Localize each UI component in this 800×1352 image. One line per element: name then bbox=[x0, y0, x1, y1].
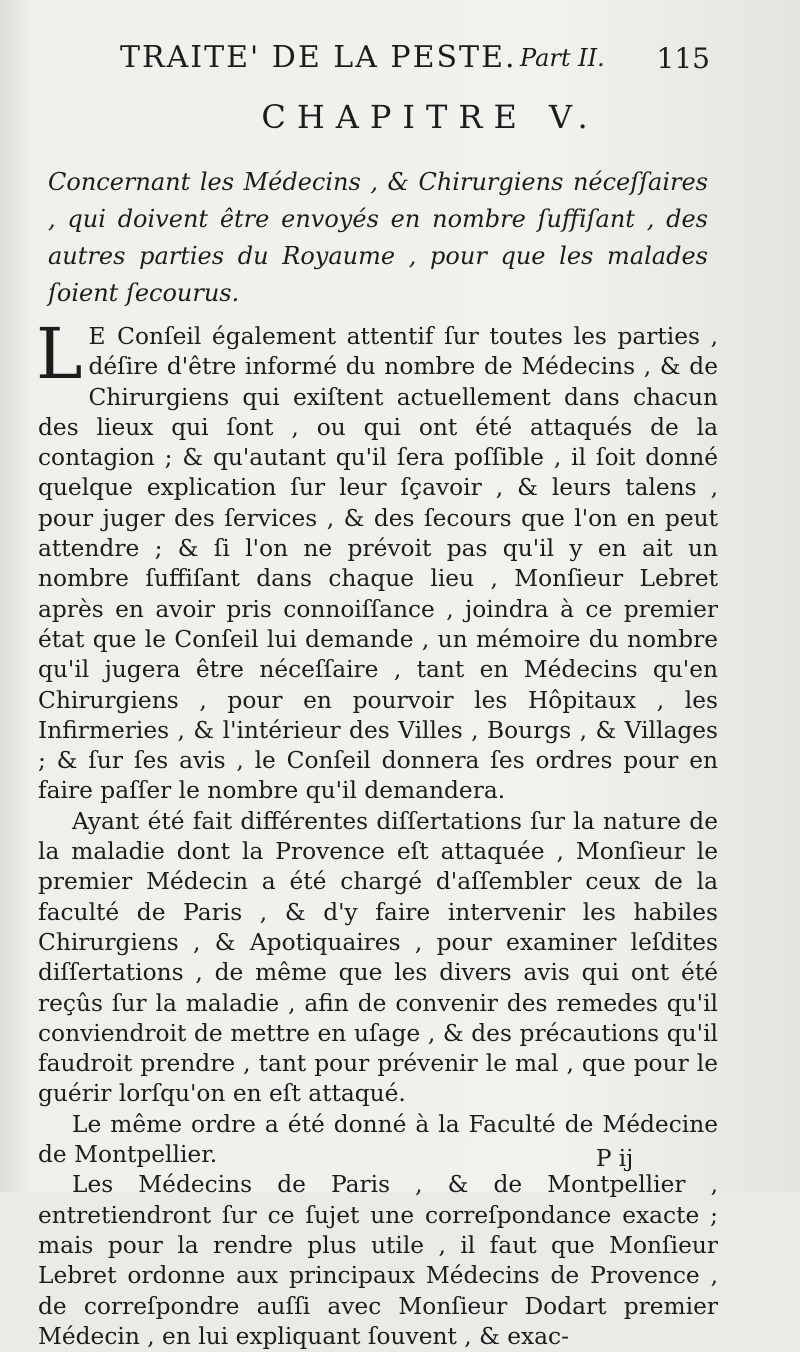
paragraph-1 bbox=[36, 313, 718, 807]
paragraph-1-text: Conſeil également attentif ſur toutes les parties , déſire d'être informé du nombre de Médecins , & de Chirurgiens qui exiſtent actuellement dans chacun des lieux qui ſont , ou qui ont été attaqués de la contagion ; & qu'autant qu'il ſera poſſible , il ſoit donné quelque explication ſur leur ſçavoir , & leurs talens , pour juger des ſervices , & des ſecours que l'on en peut attendre ; & ſi l'on ne prévoit pas qu'il y en ait un nombre ſuffiſant dans chaque lieu , Monſieur Lebret après en avoir pris connoiſſance , joindra à ce premier état que le Conſeil lui demande , un mémoire du nombre qu'il jugera être néceſſaire , tant en Médecins qu'en Chirurgiens , pour en pourvoir les Hôpitaux , les Infirmeries , & l'intérieur des Villes , Bourgs , & Villages ; & ſur ſes avis , le Conſeil donnera ſes ordres pour en faire paſſer le nombre qu'il demandera. bbox=[38, 323, 718, 805]
signature-mark: P ij bbox=[596, 1146, 634, 1172]
running-head bbox=[120, 40, 710, 90]
body-text bbox=[36, 313, 718, 1352]
paragraph-2: Ayant été fait différentes diſſertations ſur la nature de la maladie dont la Provence eſt attaquée , Monſieur le premier Médecin a été chargé d'aſſembler ceux de la faculté de Paris , & d'y faire intervenir les habiles Chirurgiens , & Apotiquaires , pour examiner leſdites diſſertations , de même que les divers avis qui ont été reçûs ſur la maladie , afin de convenir des remedes qu'il conviendroit de mettre en uſage , & des précautions qu'il faudroit prendre , tant pour prévenir le mal , que pour le guérir lorſqu'on en eſt attaqué. bbox=[38, 807, 718, 1108]
drop-cap: L bbox=[36, 313, 83, 395]
running-title: TRAITE' DE LA PESTE. bbox=[120, 40, 517, 75]
chapter-subtitle: Concernant les Médecins , & Chirurgiens néceſſaires , qui doivent être envoyés en nombre ſuffiſant , des autres parties du Royaume , pour que les malades ſoient ſecourus. bbox=[48, 168, 708, 307]
page-number: 115 bbox=[656, 42, 710, 75]
paragraph-3: Le même ordre a été donné à la Faculté de Médecine de Montpellier. bbox=[38, 1110, 718, 1169]
paragraph-4: Les Médecins de Paris , & de Montpellier , entretiendront ſur ce ſujet une correſpondance exacte ; mais pour la rendre plus utile , il faut que Monſieur Lebret ordonne aux principaux Médecins de Provence , de correſpondre auſſi avec Monſieur Dodart premier Médecin , en lui expliquant ſouvent , & exac- bbox=[38, 1171, 718, 1350]
first-word-rest: E bbox=[88, 323, 107, 350]
part-label: Part II. bbox=[520, 44, 605, 72]
chapter-heading: CHAPITRE V. bbox=[261, 98, 599, 136]
